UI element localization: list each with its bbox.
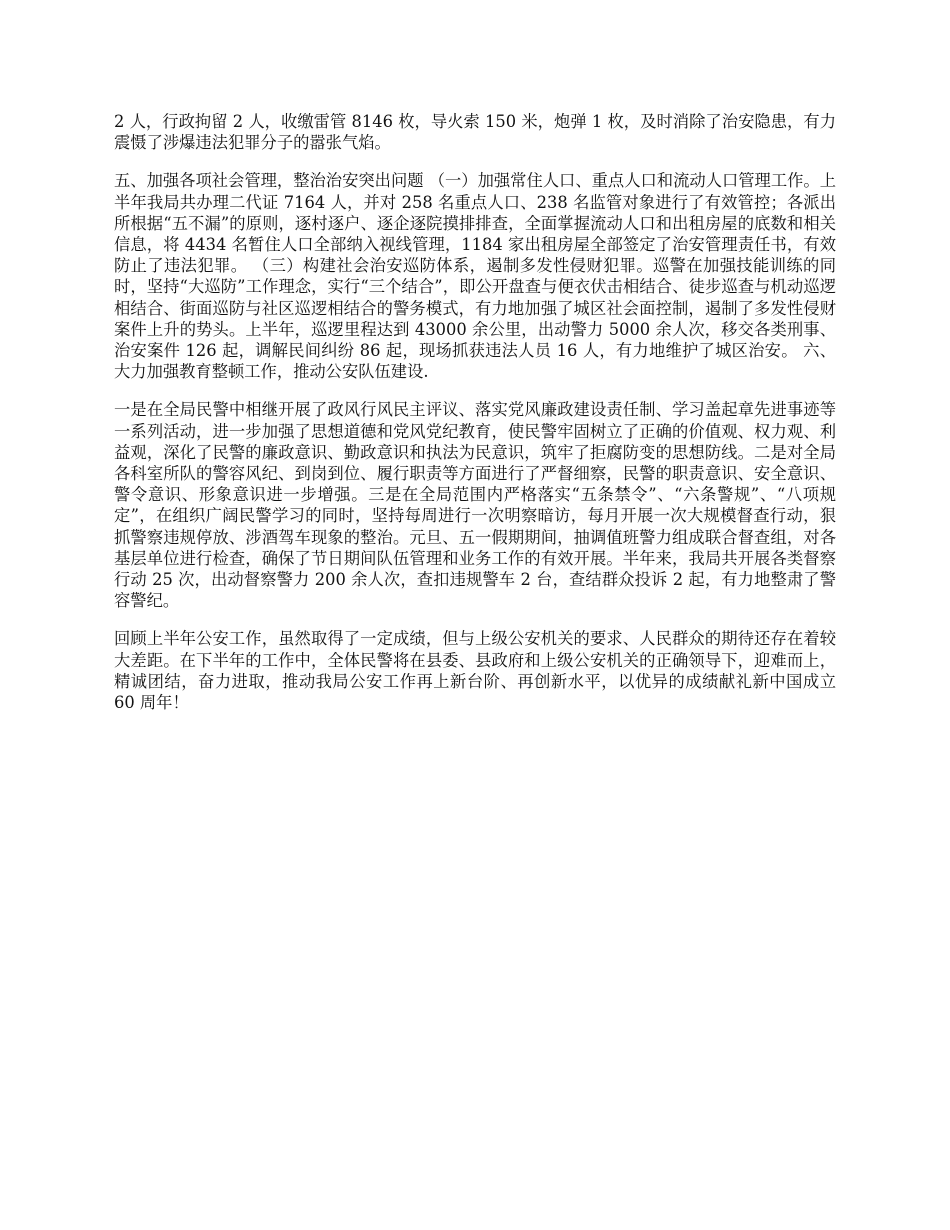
document-body	[114, 111, 836, 730]
paragraph-2: 五、加强各项社会管理，整治治安突出问题 （一）加强常住人口、重点人口和流动人口管理工作。上半年我局共办理二代证 7164 人，并对 258 名重点人口、238 名监管对象进行了有效管控；各派出所根据“五不漏”的原则，逐村逐户、逐企逐院摸排排查，全面掌握流动人口和出租房屋的底数和相关信息，将 4434 名暂住人口全部纳入视线管理，1184 家出租房屋全部签定了治安管理责任书，有效防止了违法犯罪。 （三）构建社会治安巡防体系，遏制多发性侵财犯罪。巡警在加强技能训练的同时，坚持“大巡防”工作理念，实行“三个结合”，即公开盘查与便衣伏击相结合、徒步巡查与机动巡逻相结合、街面巡防与社区巡逻相结合的警务模式，有力地加强了城区社会面控制，遏制了多发性侵财案件上升的势头。上半年，巡逻里程达到 43000 余公里，出动警力 5000 余人次，移交各类刑事、治安案件 126 起，调解民间纠纷 86 起，现场抓获违法人员 16 人，有力地维护了城区治安。 六、大力加强教育整顿工作，推动公安队伍建设.	[114, 171, 836, 382]
paragraph-1: 2 人，行政拘留 2 人，收缴雷管 8146 枚，导火索 150 米，炮弹 1 枚，及时消除了治安隐患，有力震慑了涉爆违法犯罪分子的嚣张气焰。	[114, 112, 836, 153]
paragraph-3: 一是在全局民警中相继开展了政风行风民主评议、落实党风廉政建设责任制、学习盖起章先进事迹等一系列活动，进一步加强了思想道德和党风党纪教育，使民警牢固树立了正确的价值观、权力观、利益观，深化了民警的廉政意识、勤政意识和执法为民意识，筑牢了拒腐防变的思想防线。二是对全局各科室所队的警容风纪、到岗到位、履行职责等方面进行了严督细察，民警的职责意识、安全意识、警令意识、形象意识进一步增强。三是在全局范围内严格落实“五条禁令”、“六条警规”、“八项规定”，在组织广阔民警学习的同时，坚持每周进行一次明察暗访，每月开展一次大规模督查行动，狠抓警察违规停放、涉酒驾车现象的整治。元旦、五一假期期间，抽调值班警力组成联合督查组，对各基层单位进行检查，确保了节日期间队伍管理和业务工作的有效开展。半年来，我局共开展各类督察行动 25 次，出动督察警力 200 余人次，查扣违规警车 2 台，查结群众投诉 2 起，有力地整肃了警容警纪。	[114, 400, 836, 611]
paragraph-4: 回顾上半年公安工作，虽然取得了一定成绩，但与上级公安机关的要求、人民群众的期待还存在着较大差距。在下半年的工作中，全体民警将在县委、县政府和上级公安机关的正确领导下，迎难而上，精诚团结，奋力进取，推动我局公安工作再上新台阶、再创新水平，以优异的成绩献礼新中国成立 60 周年！	[114, 629, 836, 713]
